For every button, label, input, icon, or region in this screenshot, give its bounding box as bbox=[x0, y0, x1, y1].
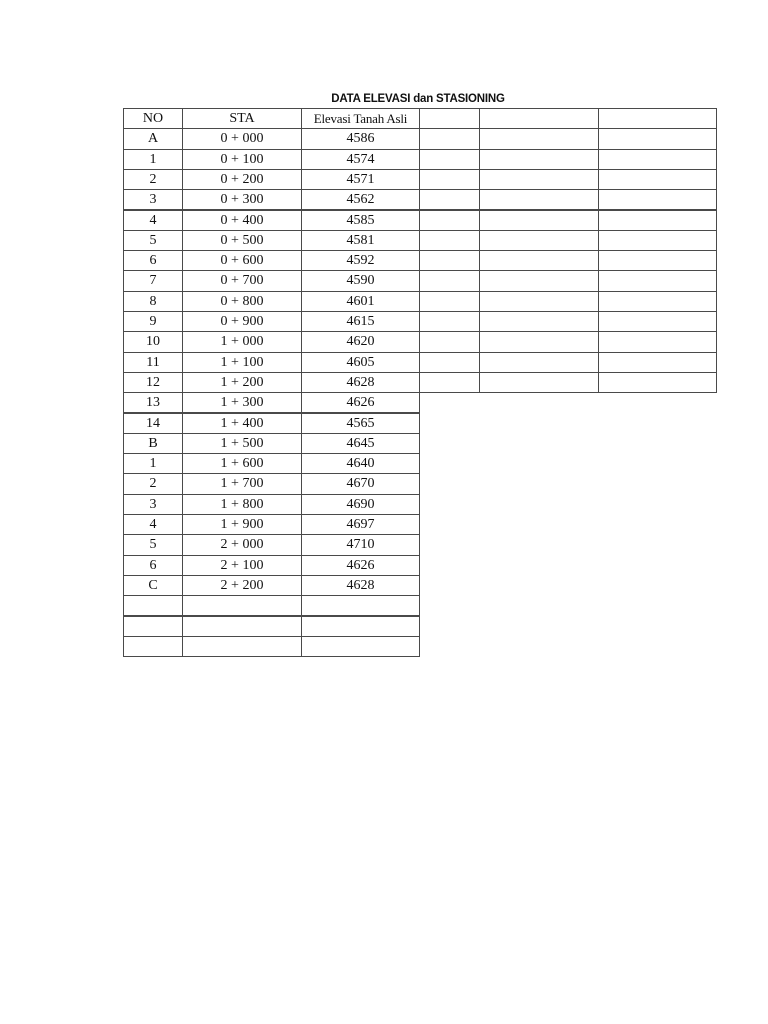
empty-cell bbox=[479, 372, 599, 393]
empty-cell bbox=[419, 372, 480, 393]
elevation-cell: 4571 bbox=[301, 169, 420, 190]
no-cell bbox=[123, 595, 183, 616]
no-cell bbox=[123, 616, 183, 637]
empty-cell bbox=[479, 291, 599, 312]
sta-cell: 0 + 700 bbox=[182, 270, 302, 291]
no-cell: 5 bbox=[123, 230, 183, 251]
elevation-cell bbox=[301, 616, 420, 637]
elevation-cell: 4592 bbox=[301, 250, 420, 271]
no-cell: 14 bbox=[123, 413, 183, 434]
sta-cell: 1 + 500 bbox=[182, 433, 302, 454]
empty-cell bbox=[479, 270, 599, 291]
empty-cell bbox=[419, 250, 480, 271]
empty-cell bbox=[479, 311, 599, 332]
no-cell: 4 bbox=[123, 210, 183, 231]
sta-cell: 1 + 800 bbox=[182, 494, 302, 515]
empty-cell bbox=[479, 352, 599, 373]
empty-cell bbox=[479, 149, 599, 170]
empty-cell bbox=[419, 331, 480, 352]
elevation-cell: 4565 bbox=[301, 413, 420, 434]
no-cell: 6 bbox=[123, 555, 183, 576]
empty-cell bbox=[479, 169, 599, 190]
no-cell: 2 bbox=[123, 473, 183, 494]
empty-cell bbox=[479, 250, 599, 271]
sta-cell: 1 + 100 bbox=[182, 352, 302, 373]
empty-cell bbox=[419, 149, 480, 170]
elevation-cell: 4710 bbox=[301, 534, 420, 555]
empty-cell bbox=[598, 128, 717, 149]
no-cell: 10 bbox=[123, 331, 183, 352]
sta-cell: 0 + 600 bbox=[182, 250, 302, 271]
no-cell: 8 bbox=[123, 291, 183, 312]
no-cell: 13 bbox=[123, 392, 183, 413]
empty-cell bbox=[419, 189, 480, 210]
header-extra-3 bbox=[598, 108, 717, 129]
sta-cell: 1 + 600 bbox=[182, 453, 302, 474]
sta-cell: 1 + 000 bbox=[182, 331, 302, 352]
elevation-cell: 4590 bbox=[301, 270, 420, 291]
sta-cell: 1 + 200 bbox=[182, 372, 302, 393]
elevation-cell: 4628 bbox=[301, 372, 420, 393]
empty-cell bbox=[419, 169, 480, 190]
sta-cell bbox=[182, 636, 302, 657]
empty-cell bbox=[419, 230, 480, 251]
sta-cell: 2 + 200 bbox=[182, 575, 302, 596]
elevation-cell: 4601 bbox=[301, 291, 420, 312]
no-cell: 9 bbox=[123, 311, 183, 332]
sta-cell: 1 + 300 bbox=[182, 392, 302, 413]
elevation-cell: 4670 bbox=[301, 473, 420, 494]
empty-cell bbox=[479, 128, 599, 149]
sta-cell: 1 + 900 bbox=[182, 514, 302, 535]
empty-cell bbox=[479, 189, 599, 210]
elevation-cell: 4645 bbox=[301, 433, 420, 454]
empty-cell bbox=[419, 270, 480, 291]
empty-cell bbox=[598, 311, 717, 332]
elevation-cell: 4562 bbox=[301, 189, 420, 210]
empty-cell bbox=[598, 230, 717, 251]
no-cell: A bbox=[123, 128, 183, 149]
empty-cell bbox=[419, 291, 480, 312]
no-cell bbox=[123, 636, 183, 657]
sta-cell: 1 + 700 bbox=[182, 473, 302, 494]
elevation-cell: 4626 bbox=[301, 555, 420, 576]
no-cell: B bbox=[123, 433, 183, 454]
elevation-cell: 4640 bbox=[301, 453, 420, 474]
elevation-cell: 4605 bbox=[301, 352, 420, 373]
no-cell: 1 bbox=[123, 453, 183, 474]
sta-cell: 0 + 500 bbox=[182, 230, 302, 251]
elevation-cell bbox=[301, 595, 420, 616]
header-extra-2 bbox=[479, 108, 599, 129]
elevation-cell: 4574 bbox=[301, 149, 420, 170]
header-extra-1 bbox=[419, 108, 480, 129]
elevation-cell bbox=[301, 636, 420, 657]
no-cell: 3 bbox=[123, 189, 183, 210]
no-cell: 3 bbox=[123, 494, 183, 515]
sta-cell: 2 + 000 bbox=[182, 534, 302, 555]
sta-cell bbox=[182, 595, 302, 616]
empty-cell bbox=[419, 311, 480, 332]
sta-cell: 0 + 400 bbox=[182, 210, 302, 231]
empty-cell bbox=[598, 352, 717, 373]
empty-cell bbox=[419, 210, 480, 231]
empty-cell bbox=[479, 210, 599, 231]
empty-cell bbox=[598, 331, 717, 352]
empty-cell bbox=[598, 250, 717, 271]
empty-cell bbox=[598, 291, 717, 312]
empty-cell bbox=[598, 149, 717, 170]
no-cell: 12 bbox=[123, 372, 183, 393]
sta-cell: 0 + 900 bbox=[182, 311, 302, 332]
sta-cell: 0 + 300 bbox=[182, 189, 302, 210]
no-cell: 5 bbox=[123, 534, 183, 555]
no-cell: 2 bbox=[123, 169, 183, 190]
empty-cell bbox=[598, 189, 717, 210]
no-cell: 4 bbox=[123, 514, 183, 535]
sta-cell bbox=[182, 616, 302, 637]
document-title: DATA ELEVASI dan STASIONING bbox=[331, 93, 505, 105]
elevation-cell: 4626 bbox=[301, 392, 420, 413]
empty-cell bbox=[598, 372, 717, 393]
empty-cell bbox=[419, 128, 480, 149]
sta-cell: 1 + 400 bbox=[182, 413, 302, 434]
sta-cell: 0 + 000 bbox=[182, 128, 302, 149]
sta-cell: 0 + 100 bbox=[182, 149, 302, 170]
no-cell: C bbox=[123, 575, 183, 596]
empty-cell bbox=[598, 270, 717, 291]
empty-cell bbox=[419, 352, 480, 373]
header-no: NO bbox=[123, 108, 183, 129]
elevation-cell: 4585 bbox=[301, 210, 420, 231]
sta-cell: 0 + 800 bbox=[182, 291, 302, 312]
header-sta: STA bbox=[182, 108, 302, 129]
elevation-cell: 4581 bbox=[301, 230, 420, 251]
no-cell: 11 bbox=[123, 352, 183, 373]
elevation-cell: 4697 bbox=[301, 514, 420, 535]
header-elevation: Elevasi Tanah Asli bbox=[301, 108, 420, 129]
empty-cell bbox=[598, 169, 717, 190]
sta-cell: 0 + 200 bbox=[182, 169, 302, 190]
sta-cell: 2 + 100 bbox=[182, 555, 302, 576]
no-cell: 7 bbox=[123, 270, 183, 291]
elevation-cell: 4628 bbox=[301, 575, 420, 596]
no-cell: 1 bbox=[123, 149, 183, 170]
no-cell: 6 bbox=[123, 250, 183, 271]
elevation-cell: 4615 bbox=[301, 311, 420, 332]
elevation-cell: 4620 bbox=[301, 331, 420, 352]
elevation-cell: 4690 bbox=[301, 494, 420, 515]
empty-cell bbox=[479, 331, 599, 352]
elevation-cell: 4586 bbox=[301, 128, 420, 149]
empty-cell bbox=[479, 230, 599, 251]
empty-cell bbox=[598, 210, 717, 231]
